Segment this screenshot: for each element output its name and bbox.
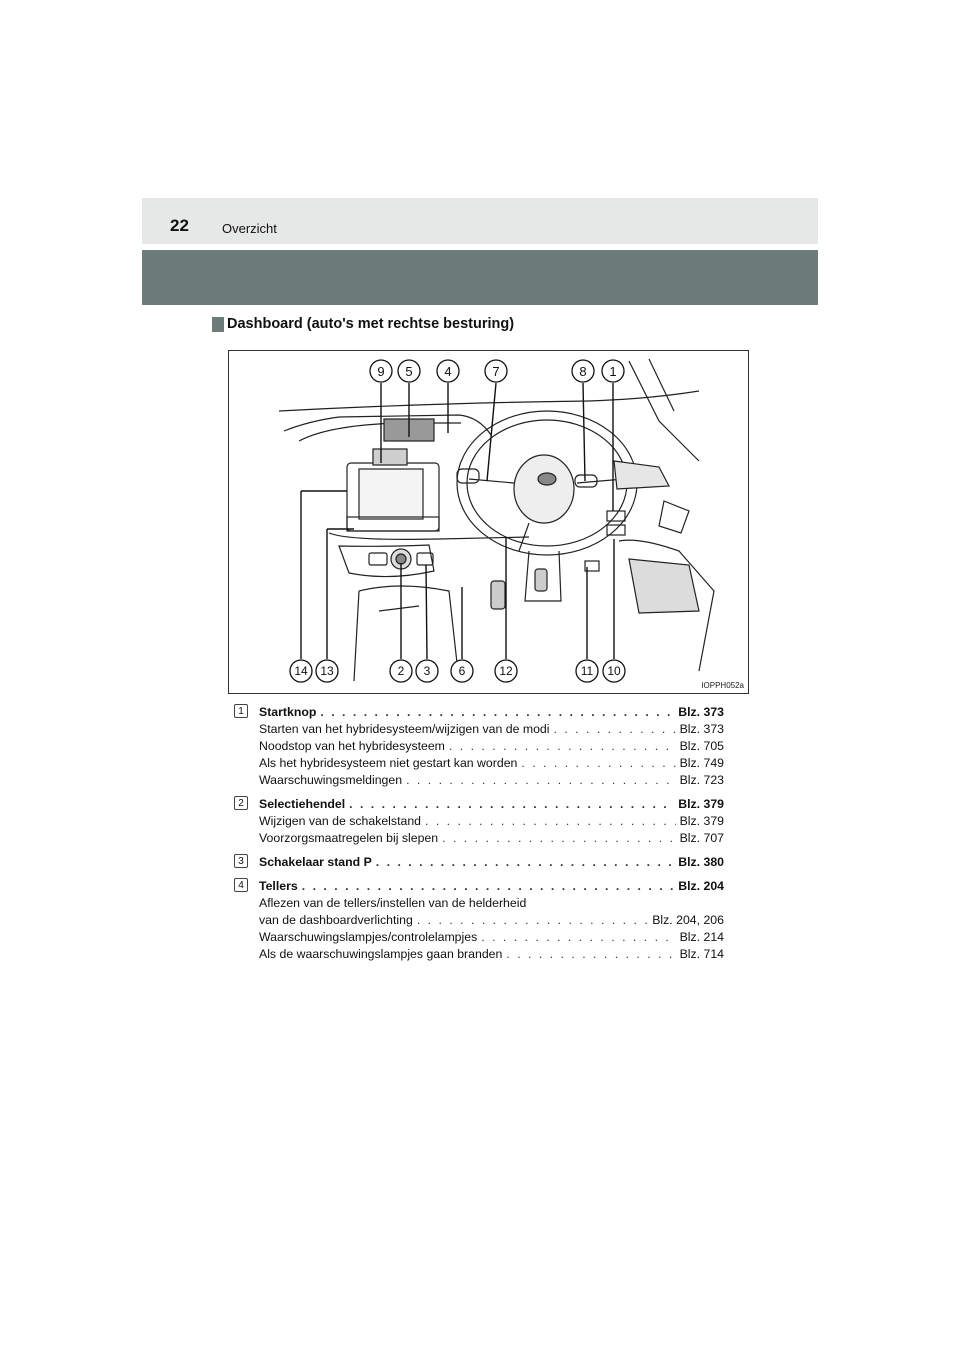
entry-number-box: 3 xyxy=(234,854,248,868)
figure-code: IOPPH052a xyxy=(701,681,744,690)
page-reference: Blz. 204, 206 xyxy=(652,913,724,927)
entry-title-row xyxy=(259,796,724,813)
page-reference: Blz. 214 xyxy=(679,930,724,944)
sub-entry xyxy=(259,946,724,963)
callout-11: 11 xyxy=(580,664,594,678)
callout-10: 10 xyxy=(607,664,621,678)
sub-entry-text: Noodstop van het hybridesysteem xyxy=(259,739,445,753)
entry-list xyxy=(234,704,724,970)
entry-title-row xyxy=(259,878,724,895)
callout-13: 13 xyxy=(320,664,334,678)
sub-entry xyxy=(259,721,724,738)
sub-entry-text: Starten van het hybridesysteem/wijzigen van de modi xyxy=(259,722,550,736)
entry-title: Selectiehendel xyxy=(259,797,346,811)
callout-2: 2 xyxy=(397,664,405,678)
sub-entry-text: Als het hybridesysteem niet gestart kan worden xyxy=(259,756,518,770)
entry-4 xyxy=(234,878,724,963)
entry-title: Startknop xyxy=(259,705,317,719)
sub-entry xyxy=(259,738,724,755)
section-heading xyxy=(212,316,514,332)
entry-title-row xyxy=(259,704,724,721)
callout-9: 9 xyxy=(377,364,385,379)
callout-1: 1 xyxy=(609,364,617,379)
dashboard-drawing xyxy=(229,351,750,695)
callout-5: 5 xyxy=(405,364,413,379)
sub-entry xyxy=(259,929,724,946)
heading-marker-icon xyxy=(212,317,224,332)
entry-number-box: 4 xyxy=(234,878,248,892)
callout-3: 3 xyxy=(423,664,431,678)
entry-3 xyxy=(234,854,724,871)
page-reference: Blz. 379 xyxy=(679,814,724,828)
callout-4: 4 xyxy=(444,364,452,379)
dashboard-illustration xyxy=(228,350,749,694)
sub-entry xyxy=(259,830,724,847)
page-reference: Blz. 714 xyxy=(679,947,724,961)
entry-title: Tellers xyxy=(259,879,298,893)
heading-text: Dashboard (auto's met rechtse besturing) xyxy=(227,316,515,332)
callout-14: 14 xyxy=(294,664,308,678)
callout-7: 7 xyxy=(492,364,500,379)
sub-entry-text: Voorzorgsmaatregelen bij slepen xyxy=(259,831,439,845)
page-reference: Blz. 204 xyxy=(678,879,724,893)
entry-1 xyxy=(234,704,724,789)
sub-entry xyxy=(259,912,724,929)
sub-entry xyxy=(259,755,724,772)
page-reference: Blz. 373 xyxy=(679,722,724,736)
callout-6: 6 xyxy=(458,664,466,678)
sub-entry-text: Aflezen van de tellers/instellen van de helderheid xyxy=(259,896,527,910)
page-reference: Blz. 379 xyxy=(678,797,724,811)
page-reference: Blz. 707 xyxy=(679,831,724,845)
entry-2 xyxy=(234,796,724,847)
section-title: Overzicht xyxy=(222,221,277,236)
sub-entry-text: Wijzigen van de schakelstand xyxy=(259,814,421,828)
page-number: 22 xyxy=(170,216,189,235)
page-reference: Blz. 723 xyxy=(679,773,724,787)
entry-number-box: 2 xyxy=(234,796,248,810)
sub-entry-text: Waarschuwingsmeldingen xyxy=(259,773,403,787)
sub-entry xyxy=(259,772,724,789)
sub-entry-text: van de dashboardverlichting xyxy=(259,913,413,927)
sub-entry-text: Als de waarschuwingslampjes gaan branden xyxy=(259,947,503,961)
chapter-band xyxy=(142,250,818,305)
entry-number-box: 1 xyxy=(234,704,248,718)
page-reference: Blz. 749 xyxy=(679,756,724,770)
entry-title: Schakelaar stand P xyxy=(259,855,372,869)
sub-entry xyxy=(259,813,724,830)
callout-12: 12 xyxy=(499,664,513,678)
page-reference: Blz. 705 xyxy=(679,739,724,753)
page-reference: Blz. 373 xyxy=(678,705,724,719)
page-reference: Blz. 380 xyxy=(678,855,724,869)
sub-entry-text: Waarschuwingslampjes/controlelampjes xyxy=(259,930,478,944)
callout-8: 8 xyxy=(579,364,587,379)
entry-title-row xyxy=(259,854,724,871)
